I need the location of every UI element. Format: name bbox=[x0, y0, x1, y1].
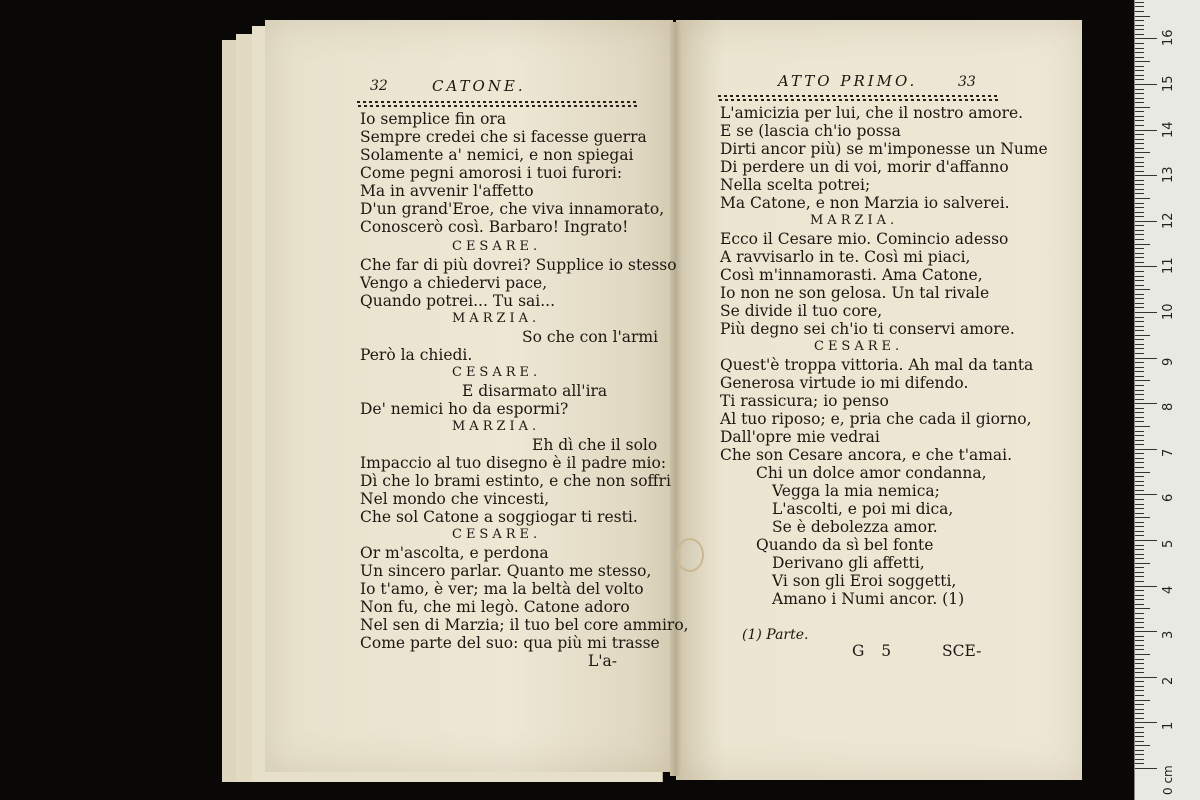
ruler-number: 12 bbox=[1161, 212, 1176, 229]
ruler-tick bbox=[1135, 248, 1144, 249]
text-line: D'un grand'Eroe, che viva innamorato, bbox=[360, 200, 665, 218]
text-line: Che far di più dovrei? Supplice io stesso bbox=[360, 256, 677, 274]
text-line: Ti rassicura; io penso bbox=[720, 392, 889, 410]
ruler-tick bbox=[1135, 152, 1150, 153]
ruler-tick bbox=[1135, 66, 1144, 67]
speaker-name: CESARE. bbox=[814, 339, 904, 354]
ruler-tick bbox=[1135, 216, 1144, 217]
ruler-tick bbox=[1135, 184, 1144, 185]
ruler-tick bbox=[1135, 107, 1150, 108]
ruler-tick bbox=[1135, 622, 1144, 623]
ruler-tick bbox=[1135, 394, 1144, 395]
ornament-rule-left bbox=[357, 100, 637, 108]
text-line: Se è debolezza amor. bbox=[772, 518, 938, 536]
text-line: Quando potrei... Tu sai... bbox=[360, 292, 556, 310]
ruler-tick bbox=[1135, 700, 1150, 701]
ruler-tick bbox=[1135, 399, 1144, 400]
ruler-tick bbox=[1135, 89, 1144, 90]
ruler-number: 11 bbox=[1161, 257, 1176, 275]
ruler-tick bbox=[1135, 727, 1144, 728]
ruler-tick bbox=[1135, 681, 1144, 682]
ruler-tick bbox=[1135, 385, 1144, 386]
ruler-tick bbox=[1135, 111, 1144, 112]
ruler-tick bbox=[1135, 162, 1144, 163]
ruler-tick bbox=[1135, 193, 1144, 194]
text-line: Dì che lo brami estinto, e che non soffri bbox=[360, 472, 671, 490]
page-number-left: 32 bbox=[370, 78, 388, 94]
ruler-tick bbox=[1135, 586, 1157, 587]
text-line: Io non ne son gelosa. Un tal rivale bbox=[720, 284, 990, 302]
running-head-left: CATONE. bbox=[432, 77, 526, 95]
ruler-tick bbox=[1135, 294, 1144, 295]
ruler-tick bbox=[1135, 654, 1150, 655]
ruler-tick bbox=[1135, 659, 1144, 660]
ruler-tick bbox=[1135, 412, 1144, 413]
text-line: L'ascolti, e poi mi dica, bbox=[772, 500, 954, 518]
ruler-tick bbox=[1135, 750, 1144, 751]
ruler-tick bbox=[1135, 408, 1144, 409]
ruler-tick bbox=[1135, 444, 1144, 445]
ruler-tick bbox=[1135, 116, 1144, 117]
ruler-tick bbox=[1135, 157, 1144, 158]
ruler-tick bbox=[1135, 522, 1144, 523]
ruler-tick bbox=[1135, 732, 1144, 733]
ruler-tick bbox=[1135, 38, 1157, 39]
ruler-tick bbox=[1135, 672, 1144, 673]
signature-mark: G 5 bbox=[852, 642, 892, 660]
ruler-tick bbox=[1135, 276, 1144, 277]
ruler-tick bbox=[1135, 627, 1144, 628]
ruler-tick bbox=[1135, 540, 1157, 541]
text-line: Quest'è troppa vittoria. Ah mal da tanta bbox=[720, 356, 1034, 374]
ruler-tick bbox=[1135, 253, 1144, 254]
ruler-tick bbox=[1135, 467, 1144, 468]
ruler-tick bbox=[1135, 531, 1144, 532]
text-line: Io semplice fin ora bbox=[360, 110, 507, 128]
ruler-tick bbox=[1135, 449, 1157, 450]
ruler-tick bbox=[1135, 686, 1144, 687]
text-line: E disarmato all'ira bbox=[462, 382, 608, 400]
speaker-name: CESARE. bbox=[452, 365, 542, 380]
ruler-number bbox=[1161, 0, 1176, 1]
ruler-tick bbox=[1135, 257, 1144, 258]
footnote: (1) Parte. bbox=[742, 627, 809, 643]
ruler-tick bbox=[1135, 262, 1144, 263]
text-line: Impaccio al tuo disegno è il padre mio: bbox=[360, 454, 667, 472]
text-line: Derivano gli affetti, bbox=[772, 554, 925, 572]
ruler-tick bbox=[1135, 426, 1150, 427]
ruler-tick bbox=[1135, 595, 1144, 596]
ruler-tick bbox=[1135, 567, 1144, 568]
ruler-tick bbox=[1135, 526, 1144, 527]
ruler-tick bbox=[1135, 535, 1144, 536]
ruler-tick bbox=[1135, 230, 1144, 231]
ruler-number: 7 bbox=[1161, 448, 1176, 457]
text-line: Sempre credei che si facesse guerra bbox=[360, 128, 647, 146]
ruler-number: 8 bbox=[1161, 402, 1176, 412]
ruler-tick bbox=[1135, 440, 1144, 441]
ruler-number: 2 bbox=[1161, 676, 1176, 685]
ruler-tick bbox=[1135, 207, 1144, 208]
text-line: Di perdere un di voi, morir d'affanno bbox=[720, 158, 1009, 176]
ruler-number: 5 bbox=[1161, 539, 1176, 548]
ruler-tick bbox=[1135, 358, 1157, 359]
ruler-number: 14 bbox=[1161, 121, 1176, 138]
running-head-right: ATTO PRIMO. bbox=[778, 72, 918, 90]
ruler-number: 10 bbox=[1161, 303, 1176, 320]
ruler-tick bbox=[1135, 590, 1144, 591]
ruler-tick bbox=[1135, 335, 1150, 336]
ruler-tick bbox=[1135, 2, 1144, 3]
ruler-tick bbox=[1135, 271, 1144, 272]
speaker-name: MARZIA. bbox=[452, 311, 541, 326]
ruler-tick bbox=[1135, 143, 1144, 144]
ruler-tick bbox=[1135, 759, 1144, 760]
text-line: Or m'ascolta, e perdona bbox=[360, 544, 549, 562]
text-line: E se (lascia ch'io possa bbox=[720, 122, 901, 140]
text-line: Più degno sei ch'io ti conservi amore. bbox=[720, 320, 1015, 338]
ruler-tick bbox=[1135, 431, 1144, 432]
ruler-tick bbox=[1135, 234, 1144, 235]
ruler-tick bbox=[1135, 148, 1144, 149]
ruler-tick bbox=[1135, 125, 1144, 126]
text-line: Amano i Numi ancor. (1) bbox=[772, 590, 965, 608]
ruler-tick bbox=[1135, 453, 1144, 454]
ruler-tick bbox=[1135, 645, 1144, 646]
ruler-tick bbox=[1135, 476, 1144, 477]
ruler-tick bbox=[1135, 189, 1144, 190]
ruler-tick bbox=[1135, 677, 1157, 678]
speaker-name: CESARE. bbox=[452, 239, 542, 254]
ruler-tick bbox=[1135, 70, 1144, 71]
ruler-tick bbox=[1135, 768, 1157, 769]
speaker-name: MARZIA. bbox=[810, 213, 899, 228]
ruler-tick bbox=[1135, 690, 1144, 691]
ruler-tick bbox=[1135, 636, 1144, 637]
text-line: Nella scelta potrei; bbox=[720, 176, 871, 194]
ruler-tick bbox=[1135, 513, 1144, 514]
ruler-tick bbox=[1135, 307, 1144, 308]
text-line: Conoscerò così. Barbaro! Ingrato! bbox=[360, 218, 629, 236]
ruler-tick bbox=[1135, 198, 1150, 199]
ruler-tick bbox=[1135, 102, 1144, 103]
ruler-tick bbox=[1135, 266, 1157, 267]
text-line: Così m'innamorasti. Ama Catone, bbox=[720, 266, 983, 284]
ruler-tick bbox=[1135, 504, 1144, 505]
ruler-tick bbox=[1135, 390, 1144, 391]
ruler-tick bbox=[1135, 741, 1144, 742]
ruler-tick bbox=[1135, 581, 1144, 582]
ruler-tick bbox=[1135, 499, 1144, 500]
ruler-tick bbox=[1135, 203, 1144, 204]
ruler-tick bbox=[1135, 171, 1144, 172]
ruler-tick bbox=[1135, 180, 1144, 181]
ornament-rule-right bbox=[718, 94, 998, 102]
ruler-tick bbox=[1135, 572, 1144, 573]
text-line: Ma Catone, e non Marzia io salverei. bbox=[720, 194, 1010, 212]
ruler-tick bbox=[1135, 134, 1144, 135]
ruler-tick bbox=[1135, 558, 1144, 559]
ruler-tick bbox=[1135, 380, 1150, 381]
ruler-tick bbox=[1135, 344, 1144, 345]
text-line: Chi un dolce amor condanna, bbox=[756, 464, 987, 482]
ruler-tick bbox=[1135, 704, 1144, 705]
ruler-tick bbox=[1135, 353, 1144, 354]
ruler-tick bbox=[1135, 517, 1150, 518]
ruler-tick bbox=[1135, 563, 1150, 564]
text-line: L'amicizia per lui, che il nostro amore. bbox=[720, 104, 1024, 122]
ruler-number: 13 bbox=[1161, 166, 1176, 184]
ruler-tick bbox=[1135, 79, 1144, 80]
ruler-tick bbox=[1135, 321, 1144, 322]
ruler-tick bbox=[1135, 289, 1150, 290]
ruler-tick bbox=[1135, 545, 1144, 546]
text-line: So che con l'armi bbox=[522, 328, 659, 346]
ruler-tick bbox=[1135, 166, 1144, 167]
ruler-tick bbox=[1135, 663, 1144, 664]
text-line: Nel sen di Marzia; il tuo bel core ammiro, bbox=[360, 616, 689, 634]
text-line: Al tuo riposo; e, pria che cada il giorno, bbox=[720, 410, 1032, 428]
text-line: Ma in avvenir l'affetto bbox=[360, 182, 534, 200]
ruler-tick bbox=[1135, 462, 1144, 463]
ruler-tick bbox=[1135, 736, 1144, 737]
ruler-number: 4 bbox=[1161, 585, 1176, 594]
measurement-ruler bbox=[1134, 0, 1200, 800]
ruler-tick bbox=[1135, 549, 1144, 550]
ruler-tick bbox=[1135, 330, 1144, 331]
ruler-tick bbox=[1135, 175, 1157, 176]
binding-thread-icon bbox=[676, 538, 704, 572]
ruler-tick bbox=[1135, 303, 1144, 304]
ruler-tick bbox=[1135, 239, 1144, 240]
ruler-tick bbox=[1135, 11, 1144, 12]
ruler-tick bbox=[1135, 754, 1144, 755]
text-line: Solamente a' nemici, e non spiegai bbox=[360, 146, 634, 164]
ruler-tick bbox=[1135, 61, 1150, 62]
ruler-tick bbox=[1135, 130, 1157, 131]
ruler-tick bbox=[1135, 481, 1144, 482]
catchword-right: SCE- bbox=[942, 642, 982, 660]
ruler-tick bbox=[1135, 20, 1144, 21]
ruler-tick bbox=[1135, 763, 1144, 764]
text-line: Vi son gli Eroi soggetti, bbox=[772, 572, 957, 590]
ruler-tick bbox=[1135, 139, 1144, 140]
speaker-name: MARZIA. bbox=[452, 419, 541, 434]
ruler-tick bbox=[1135, 695, 1144, 696]
ruler-tick bbox=[1135, 317, 1144, 318]
text-line: Non fu, che mi legò. Catone adoro bbox=[360, 598, 630, 616]
ruler-tick bbox=[1135, 709, 1144, 710]
catchword-left: L'a- bbox=[588, 652, 618, 670]
ruler-tick bbox=[1135, 458, 1144, 459]
text-line: Però la chiedi. bbox=[360, 346, 473, 364]
text-line: Come parte del suo: qua più mi trasse bbox=[360, 634, 660, 652]
text-line: Che son Cesare ancora, e che t'amai. bbox=[720, 446, 1013, 464]
ruler-tick bbox=[1135, 326, 1144, 327]
ruler-number: 6 bbox=[1161, 494, 1176, 503]
ruler-tick bbox=[1135, 508, 1144, 509]
ruler-tick bbox=[1135, 339, 1144, 340]
ruler-tick bbox=[1135, 554, 1144, 555]
text-line: Se divide il tuo core, bbox=[720, 302, 883, 320]
text-line: A ravvisarlo in te. Così mi piaci, bbox=[720, 248, 971, 266]
text-line: Dirti ancor più) se m'imponesse un Nume bbox=[720, 140, 1048, 158]
ruler-tick bbox=[1135, 494, 1157, 495]
ruler-tick bbox=[1135, 225, 1144, 226]
ruler-tick bbox=[1135, 6, 1144, 7]
ruler-tick bbox=[1135, 668, 1144, 669]
ruler-tick bbox=[1135, 435, 1144, 436]
ruler-number: 9 bbox=[1161, 357, 1176, 366]
ruler-tick bbox=[1135, 57, 1144, 58]
ruler-tick bbox=[1135, 376, 1144, 377]
ruler-tick bbox=[1135, 604, 1144, 605]
text-line: Nel mondo che vincesti, bbox=[360, 490, 550, 508]
ruler-tick bbox=[1135, 631, 1157, 632]
ruler-tick bbox=[1135, 718, 1144, 719]
ruler-tick bbox=[1135, 367, 1144, 368]
ruler-tick bbox=[1135, 472, 1150, 473]
text-line: Ecco il Cesare mio. Comincio adesso bbox=[720, 230, 1009, 248]
ruler-tick bbox=[1135, 485, 1144, 486]
ruler-tick bbox=[1135, 576, 1144, 577]
ruler-number: 15 bbox=[1161, 75, 1176, 92]
text-line: Quando da sì bel fonte bbox=[756, 536, 934, 554]
ruler-tick bbox=[1135, 298, 1144, 299]
ruler-tick bbox=[1135, 75, 1144, 76]
text-line: Un sincero parlar. Quanto me stesso, bbox=[360, 562, 652, 580]
text-line: Come pegni amorosi i tuoi furori: bbox=[360, 164, 623, 182]
ruler-tick bbox=[1135, 16, 1150, 17]
text-line: Eh dì che il solo bbox=[532, 436, 658, 454]
ruler-tick bbox=[1135, 640, 1144, 641]
ruler-tick bbox=[1135, 244, 1150, 245]
ruler-tick bbox=[1135, 713, 1144, 714]
ruler-tick bbox=[1135, 722, 1157, 723]
ruler-tick bbox=[1135, 618, 1144, 619]
ruler-tick bbox=[1135, 421, 1144, 422]
speaker-name: CESARE. bbox=[452, 527, 542, 542]
book-gutter bbox=[670, 22, 682, 776]
ruler-tick bbox=[1135, 312, 1157, 313]
ruler-tick bbox=[1135, 280, 1144, 281]
ruler-tick bbox=[1135, 362, 1144, 363]
text-line: Che sol Catone a soggiogar ti resti. bbox=[360, 508, 638, 526]
ruler-tick bbox=[1135, 490, 1144, 491]
text-line: Io t'amo, è ver; ma la beltà del volto bbox=[360, 580, 644, 598]
text-line: Generosa virtude io mi difendo. bbox=[720, 374, 969, 392]
ruler-tick bbox=[1135, 745, 1150, 746]
ruler-tick bbox=[1135, 43, 1144, 44]
ruler-number: 3 bbox=[1161, 630, 1176, 640]
text-line: Vengo a chiedervi pace, bbox=[360, 274, 548, 292]
ruler-tick bbox=[1135, 212, 1144, 213]
ruler-tick bbox=[1135, 34, 1144, 35]
text-line: De' nemici ho da espormi? bbox=[360, 400, 569, 418]
text-line: Dall'opre mie vedrai bbox=[720, 428, 880, 446]
ruler-tick bbox=[1135, 348, 1144, 349]
ruler-tick bbox=[1135, 48, 1144, 49]
ruler-number: 1 bbox=[1161, 722, 1176, 731]
ruler-tick bbox=[1135, 221, 1157, 222]
text-line: Vegga la mia nemica; bbox=[772, 482, 940, 500]
ruler-tick bbox=[1135, 25, 1144, 26]
ruler-tick bbox=[1135, 599, 1144, 600]
ruler-tick bbox=[1135, 608, 1150, 609]
ruler-tick bbox=[1135, 93, 1144, 94]
ruler-tick bbox=[1135, 52, 1144, 53]
ruler-tick bbox=[1135, 84, 1157, 85]
ruler-tick bbox=[1135, 403, 1157, 404]
ruler-tick bbox=[1135, 417, 1144, 418]
ruler-tick bbox=[1135, 98, 1144, 99]
ruler-tick bbox=[1135, 285, 1144, 286]
ruler-tick bbox=[1135, 649, 1144, 650]
ruler-tick bbox=[1135, 120, 1144, 121]
ruler-tick bbox=[1135, 613, 1144, 614]
ruler-number: 16 bbox=[1161, 29, 1176, 47]
ruler-tick bbox=[1135, 29, 1144, 30]
page-number-right: 33 bbox=[958, 74, 976, 90]
ruler-tick bbox=[1135, 371, 1144, 372]
ruler-unit-label: 0 cm bbox=[1161, 765, 1175, 795]
